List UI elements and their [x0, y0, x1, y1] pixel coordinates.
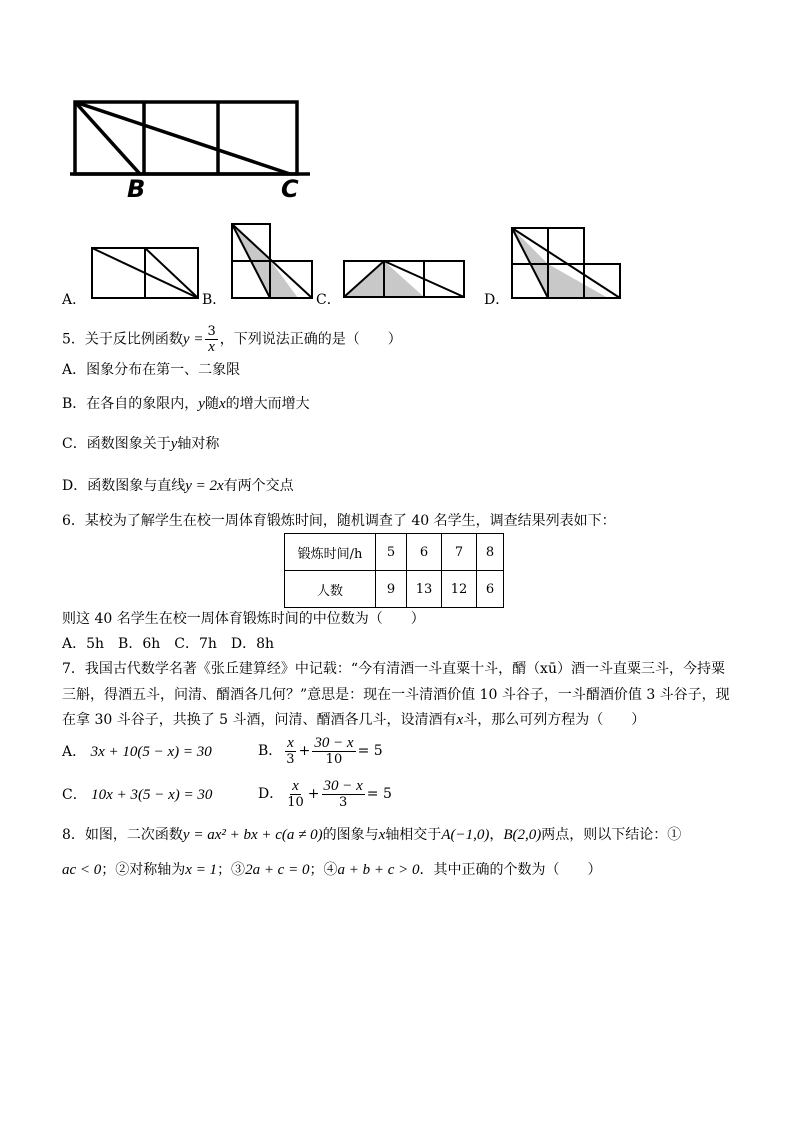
table-cell: 13 — [407, 571, 442, 608]
top-figure — [70, 95, 310, 207]
q5-option-b: B．在各自的象限内，y随x的增大而增大 — [62, 396, 310, 412]
q5-option-a: A．图象分布在第一、二象限 — [62, 362, 241, 378]
option-c-label: C． — [316, 292, 341, 308]
table-cell: 锻炼时间/h — [285, 534, 376, 571]
option-d-label: D． — [484, 292, 510, 308]
q7-stem-line-2: 三斛，得酒五斗，问清、醑酒各几何？”意思是：现在一斗清酒价值 10 斗谷子，一斗醑酒价值 3 斗谷子，现 — [62, 687, 730, 703]
q7-option-a: A． 3x + 10(5 − x) = 30 — [62, 744, 212, 760]
table-cell: 5 — [376, 534, 407, 571]
point-c-label: C — [281, 175, 299, 203]
q7-option-c: C． 10x + 3(5 − x) = 30 — [62, 787, 213, 803]
table-row — [285, 571, 504, 608]
option-d-figure — [508, 224, 626, 304]
q5-option-d: D．函数图象与直线y = 2x有两个交点 — [62, 478, 294, 494]
q7-option-d: D． $\frac{x}{10}$ + $\frac{30 - x}{3}$ = 5 — [258, 777, 392, 810]
option-b-label: B． — [202, 292, 227, 308]
option-a-label: A． — [62, 292, 87, 308]
q6-table — [284, 533, 504, 608]
point-b-label: B — [127, 175, 146, 203]
table-cell: 9 — [376, 571, 407, 608]
q8-line-1: 8．如图，二次函数y = ax² + bx + c(a ≠ 0)的图象与x轴相交于A(−1,0)，B(2,0)两点，则以下结论：① — [62, 827, 682, 843]
q7-stem-line-1: 7．我国古代数学名著《张丘建算经》中记载：“今有清酒一斗直粟十斗，醑（xū）酒一斗直粟三斗，今持粟 — [62, 661, 725, 677]
option-b-figure — [228, 220, 318, 302]
q7-option-b: B． $\frac{x}{3}$ + $\frac{30 - x}{10}$ = 5 — [258, 734, 383, 767]
q5-fraction: $\frac{3}{x}$ — [207, 324, 216, 355]
option-a-figure — [90, 244, 202, 300]
table-cell: 7 — [442, 534, 477, 571]
q5-stem: 5．关于反比例函数y = $\frac{3}{x}$ ，下列说法正确的是（ ） — [62, 324, 402, 355]
q7-stem-line-3: 在拿 30 斗谷子，共换了 5 斗酒，问清、醑酒各几斗，设清酒有x斗，那么可列方程为（ ） — [62, 712, 646, 728]
q6-options: A．5h B．6h C．7h D．8h — [62, 636, 275, 652]
table-cell: 6 — [477, 571, 504, 608]
q6-question: 则这 40 名学生在校一周体育锻炼时间的中位数为（ ） — [62, 611, 425, 627]
option-c-figure — [340, 257, 468, 301]
table-cell: 人数 — [285, 571, 376, 608]
table-row — [285, 534, 504, 571]
table-cell: 12 — [442, 571, 477, 608]
q8-line-2: ac < 0；②对称轴为x = 1；③2a + c = 0；④a + b + c > 0．其中正确的个数为（ ） — [62, 862, 602, 878]
table-cell: 6 — [407, 534, 442, 571]
q5-option-c: C．函数图象关于y轴对称 — [62, 436, 220, 452]
q6-stem: 6．某校为了解学生在校一周体育锻炼时间，随机调查了 40 名学生，调查结果列表如下： — [62, 513, 616, 529]
table-cell: 8 — [477, 534, 504, 571]
